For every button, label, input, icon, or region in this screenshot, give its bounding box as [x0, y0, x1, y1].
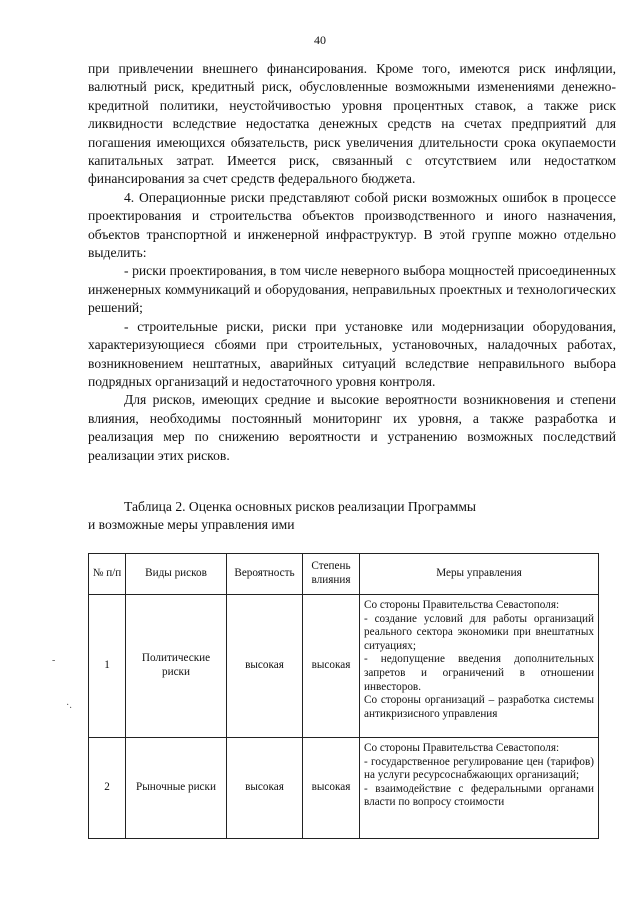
- measure-line: - государственное регулирование цен (тарифов) на услуги ресурсоснабжающих организаций;: [364, 755, 594, 782]
- scan-mark: ·.: [66, 700, 72, 711]
- page-number: 40: [314, 33, 326, 47]
- measure-line: Со стороны организаций – разработка системы антикризисного управления: [364, 694, 594, 720]
- header-risk-type: Виды рисков: [126, 554, 227, 595]
- row-number: 1: [89, 595, 126, 738]
- table-row: [89, 738, 599, 839]
- measure-line: - создание условий для работы организаций реального сектора экономики при внештатных ситуациях;: [364, 612, 594, 652]
- header-impact: Степень влияния: [303, 554, 360, 595]
- measure-line: - недопущение введения дополнительных запретов и ограничений в отношении инвесторов.: [364, 653, 594, 693]
- measure-line: Со стороны Правительства Севастополя:: [364, 742, 560, 754]
- table-header-row: [89, 554, 599, 595]
- measure-line: - взаимодействие с федеральными органами власти по вопросу стоимости: [364, 782, 594, 809]
- measure-line: Со стороны Правительства Севастополя:: [364, 599, 560, 611]
- paragraph: Для рисков, имеющих средние и высокие вероятности возникновения и степени влияния, необходимы постоянный мониторинг их уровня, а также разработка и реализация мер по снижению вероятности и устранению возможных последствий реализации этих рисков.: [88, 392, 616, 463]
- paragraph: - риски проектирования, в том числе неверного выбора мощностей присоединенных инженерных коммуникаций и оборудования, неправильных проектных и технологических решений;: [88, 263, 616, 316]
- table-row: [89, 595, 599, 738]
- paragraph: 4. Операционные риски представляют собой риски возможных ошибок в процессе проектирования и строительства объектов производственного и иного назначения, объектов транспортной и инженерной инфраструктур. В этой группе можно отдельно выделить:: [88, 189, 616, 261]
- header-number: № п/п: [89, 554, 126, 595]
- table-caption: [88, 498, 616, 535]
- row-risk-type: Политические риски: [126, 595, 227, 738]
- header-probability: Вероятность: [227, 554, 303, 595]
- paragraph: при привлечении внешнего финансирования. Кроме того, имеются риск инфляции, валютный риск, кредитный риск, обусловленные возможными изменениями денежно-кредитной политики, неустойчивостью уровня процентных ставок, а также риск ликвидности вследствие недостатка денежных средств на счетах предприятий для погашения имеющихся обязательств, риск увеличения длительности срока окупаемости капитальных затрат. Имеется риск, связанный с отсутствием или недостатком финансирования за счет средств федерального бюджета.: [88, 61, 616, 187]
- row-probability: высокая: [227, 738, 303, 839]
- row-measures: [360, 738, 599, 839]
- row-number: 2: [89, 738, 126, 839]
- table-caption-line2: и возможные меры управления ими: [88, 517, 295, 533]
- row-measures: [360, 595, 599, 738]
- row-impact: высокая: [303, 595, 360, 738]
- body-text: [88, 60, 616, 465]
- row-impact: высокая: [303, 738, 360, 839]
- row-risk-type: Рыночные риски: [126, 738, 227, 839]
- table-caption-line1: Таблица 2. Оценка основных рисков реализации Программы: [124, 499, 477, 514]
- risks-table: [88, 553, 599, 839]
- scan-mark: -: [52, 655, 56, 666]
- paragraph: - строительные риски, риски при установке или модернизации оборудования, характеризующиеся сбоями при строительных, установочных, наладочных работах, возникновением нештатных, аварийных ситуаций вследствие неправильного выбора подрядных организаций и недостаточного уровня контроля.: [88, 318, 616, 389]
- header-measures: Меры управления: [360, 554, 599, 595]
- row-probability: высокая: [227, 595, 303, 738]
